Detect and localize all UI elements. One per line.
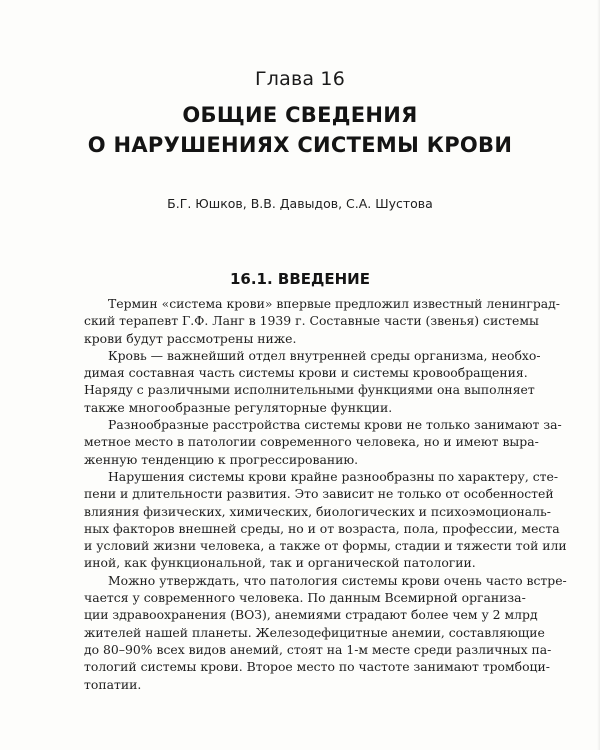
text-line: метное место в патологии современного человека, но и имеют выра- [84, 434, 539, 450]
paragraph-5 [84, 572, 567, 693]
text-line: жителей нашей планеты. Железодефицитные анемии, составляющие [84, 624, 545, 640]
text-line: Наряду с различными исполнительными функциями она выполняет [84, 382, 535, 398]
text-line: пени и длительности развития. Это зависит не только от особенностей [84, 486, 554, 502]
text-line: Кровь — важнейший отдел внутренней среды организма, необхо- [108, 347, 541, 363]
text-line: женную тенденцию к прогрессированию. [84, 451, 359, 467]
text-line: ции здравоохранения (ВОЗ), анемиями страдают более чем у 2 млрд [84, 607, 538, 623]
chapter-title-line-2: О НАРУШЕНИЯХ СИСТЕМЫ КРОВИ [87, 133, 513, 157]
text-line: Термин «система крови» впервые предложил известный ленинград- [108, 296, 560, 311]
paragraph-3 [84, 416, 562, 468]
text-line: влияния физических, химических, биологических и психоэмоциональ- [84, 503, 551, 519]
text-line: чается у современного человека. По данным Всемирной организа- [84, 590, 526, 606]
paragraph-1 [84, 295, 560, 347]
text-line: ных факторов внешней среды, но и от возраста, пола, профессии, места [84, 520, 560, 536]
chapter-title-line-1: ОБЩИЕ СВЕДЕНИЯ [182, 103, 418, 127]
text-line: до 80–90% всех видов анемий, стоят на 1-м месте среди различных па- [84, 641, 552, 657]
text-line: топатии. [84, 676, 142, 692]
text-line: иной, как функциональной, так и органической патологии. [84, 555, 476, 571]
chapter-label: Глава 16 [254, 68, 346, 90]
paragraph-4 [84, 468, 567, 572]
text-line: и условий жизни человека, а также от формы, стадии и тяжести той или [84, 538, 567, 554]
text-line: тологий системы крови. Второе место по частоте занимают тромбоци- [84, 659, 550, 675]
text-line: димая составная часть системы крови и системы кровообращения. [84, 365, 528, 381]
text-line: крови будут рассмотрены ниже. [84, 330, 297, 346]
text-line: Разнообразные расстройства системы крови не только занимают за- [108, 417, 562, 433]
chapter-authors: Б.Г. Юшков, В.В. Давыдов, С.А. Шустова [167, 196, 433, 211]
body-text [84, 295, 567, 693]
section-heading: 16.1. ВВЕДЕНИЕ [229, 270, 370, 288]
text-line: ский терапевт Г.Ф. Ланг в 1939 г. Составные части (звенья) системы [84, 313, 539, 329]
text-line: Можно утверждать, что патология системы крови очень часто встре- [108, 572, 567, 588]
paragraph-2 [84, 347, 541, 416]
text-line: также многообразные регуляторные функции. [84, 399, 393, 415]
text-line: Нарушения системы крови крайне разнообразны по характеру, сте- [108, 468, 559, 484]
